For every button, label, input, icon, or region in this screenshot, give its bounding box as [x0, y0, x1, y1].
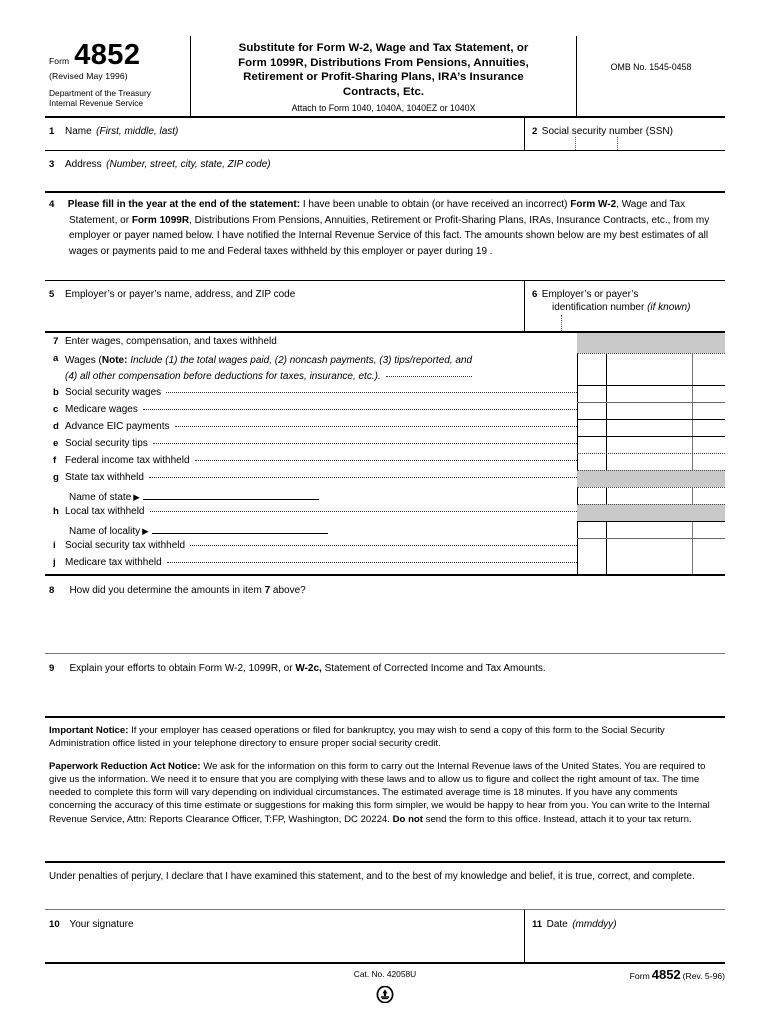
item-8-label: [45, 580, 725, 598]
amount-rule-h: [577, 504, 725, 505]
item-7c-leader: [143, 406, 577, 410]
item-7a-row: [45, 353, 577, 387]
name-of-locality-label: Name of locality: [69, 526, 141, 537]
paperwork-notice-text-2: send the form to this office. Instead, attach it to your tax return.: [422, 813, 692, 825]
item-9-label: [45, 658, 725, 676]
field-signature[interactable]: [45, 910, 525, 962]
department-line-2: Internal Revenue Service: [49, 98, 144, 109]
field-address[interactable]: [45, 151, 725, 193]
item-7f-row: [45, 455, 577, 472]
form-title-line-4: Contracts, Etc.: [342, 85, 425, 98]
item-7a-leader: [386, 373, 472, 377]
item-7i-row: [45, 540, 577, 557]
arrow-right-icon-2: ▶: [142, 526, 149, 536]
field-address-number: 3: [49, 159, 55, 170]
item-7h-letter: h: [53, 506, 59, 517]
amount-rule-c: [577, 419, 725, 420]
item-7a-text: Wages (: [65, 355, 102, 366]
item-7b-leader: [166, 389, 577, 393]
item-7b-label: Social security wages: [65, 387, 162, 398]
item-7g-label: State tax withheld: [65, 472, 144, 483]
signature-row: [45, 910, 725, 964]
item-8-number: 8: [49, 585, 55, 596]
item-7f-letter: f: [53, 455, 57, 466]
item-9-number: 9: [49, 663, 55, 674]
form-number: 4852: [74, 39, 141, 71]
field-employer-ein-text-2: identification number: [552, 302, 645, 313]
catalog-number: Cat. No. 42058U: [353, 969, 417, 979]
item-8-text-1: How did you determine the amounts in item: [69, 585, 265, 596]
field-employer-ein-number: 6: [532, 289, 538, 300]
item-7h-leader: [150, 508, 578, 512]
notices-block: [45, 718, 725, 863]
amount-rule-a-top: [577, 353, 725, 354]
paperwork-notice-text-1: We ask for the information on this form to carry out the Internal Revenue laws of the United States. You are required to give us the information. We need it to ensure that you are complying with these laws and to allow us to figure and collect the right amount of tax. The time needed to complete this form will vary depending on individual circumstances. The estimated average time is 18 minutes. If you have any comments concerning the accuracy of this time estimate or suggestions for making this form simpler, we would be happy to hear from you. You can write to the Internal Revenue Service, Attn: Reports Clearance Officer, T:FP, Washington, DC 20224.: [49, 760, 710, 825]
department-line-1: Department of the Treasury: [49, 88, 151, 98]
item-7d-leader: [175, 423, 578, 427]
form-page: [45, 36, 725, 988]
amount-rule-f: [577, 470, 725, 471]
item-7a-note-line-1: Include (1) the total wages paid, (2) noncash payments, (3) tips/reported, and: [127, 355, 473, 366]
item-7-heading-row: [45, 336, 577, 353]
important-notice: [49, 724, 723, 751]
field-name[interactable]: [45, 118, 525, 150]
item-7a-letter: a: [53, 353, 59, 364]
arrow-right-icon: ▶: [133, 492, 140, 502]
item-9-text-2: Statement of Corrected Income and Tax Amounts.: [321, 663, 546, 674]
paperwork-notice: [49, 760, 723, 826]
form-header: [45, 36, 725, 118]
item-7b-row: [45, 387, 577, 404]
shade-heading: [577, 333, 725, 353]
department-block: [49, 88, 184, 109]
item-7i-label: Social security tax withheld: [65, 540, 186, 551]
ssn-separator-2: [617, 137, 618, 150]
item-4-bold-1099r: Form 1099R: [131, 214, 190, 226]
amount-rule-d: [577, 436, 725, 437]
form-revision-date: (Revised May 1996): [49, 71, 128, 81]
name-of-locality-input[interactable]: [152, 523, 328, 534]
perjury-statement: [45, 863, 725, 910]
field-address-text: Address: [65, 159, 102, 170]
ssn-separators: [525, 135, 725, 150]
field-date-hint: (mmddyy): [572, 919, 617, 930]
field-employer-name-label: [45, 284, 524, 302]
item-7d-label: Advance EIC payments: [65, 421, 170, 432]
item-7c-letter: c: [53, 404, 59, 415]
item-7h-locality-name-row[interactable]: [45, 523, 577, 540]
item-4-paragraph: [49, 197, 723, 260]
item-7c-row: [45, 404, 577, 421]
omb-number: OMB No. 1545-0458: [610, 62, 692, 72]
item-7-table: [45, 333, 725, 576]
field-employer-name[interactable]: [45, 281, 525, 331]
item-4-bold-w2: Form W-2: [570, 199, 617, 210]
item-7g-letter: g: [53, 472, 59, 483]
item-7-number: 7: [53, 336, 59, 347]
form-footer: [45, 964, 725, 1019]
attach-instruction: Attach to Form 1040, 1040A, 1040EZ or 1040X: [291, 103, 476, 114]
omb-block: [577, 36, 725, 116]
footer-form-word: Form: [629, 971, 650, 981]
field-employer-ein-label: [532, 284, 725, 302]
form-identity-block: [45, 36, 191, 116]
form-title: [197, 41, 570, 99]
item-7-labels: [45, 333, 577, 574]
ein-separator: [561, 315, 562, 331]
ssn-separator-1: [575, 137, 576, 150]
item-7i-letter: i: [53, 540, 56, 551]
form-title-line-3: Retirement or Profit-Sharing Plans, IRA’s Insurance: [243, 71, 524, 84]
item-7e-row: [45, 438, 577, 455]
name-of-state-input[interactable]: [143, 489, 319, 500]
perjury-text: Under penalties of perjury, I declare that I have examined this statement, and to the best of my knowledge and belief, it is true, correct, and complete.: [49, 871, 695, 882]
item-7f-label: Federal income tax withheld: [65, 455, 190, 466]
item-7g-leader: [149, 474, 577, 478]
item-7j-letter: j: [53, 557, 56, 568]
item-4-bold-lead: Please fill in the year at the end of the statement:: [67, 199, 301, 210]
item-7g-row: [45, 472, 577, 489]
important-notice-title: Important Notice:: [49, 725, 129, 736]
item-7j-leader: [167, 559, 577, 563]
item-7i-leader: [190, 542, 577, 546]
item-4-text-3: , Distributions From Pensions, Annuities, Retirement or Profit-Sharing Plans, IRAs, Insurance Contracts, etc., from my employer or payer named below. I have notified the Internal Revenue Service of this fact. The amounts shown below are my best estimates of all wages or payments paid to me and Federal taxes withheld by this employer or payer during 19 .: [69, 214, 710, 258]
field-name-hint: (First, middle, last): [96, 126, 179, 137]
footer-form-id: [630, 967, 725, 982]
amount-rule-g: [577, 487, 725, 488]
item-7c-label: Medicare wages: [65, 404, 138, 415]
item-7-amount-columns: [577, 333, 725, 574]
field-employer-ein-text-1: Employer’s or payer’s: [541, 289, 639, 300]
field-employer-name-number: 5: [49, 289, 55, 300]
item-7h-label: Local tax withheld: [65, 506, 145, 517]
item-7j-label: Medicare tax withheld: [65, 557, 162, 568]
item-7-heading: Enter wages, compensation, and taxes withheld: [65, 336, 277, 347]
item-4-statement: [45, 193, 725, 281]
item-9-bold-w2c: W-2c,: [295, 663, 322, 674]
item-4-number: 4: [49, 199, 55, 210]
item-7g-state-name-row[interactable]: [45, 489, 577, 506]
field-ssn-number: 2: [532, 126, 538, 137]
amount-rule-j: [577, 538, 725, 539]
field-date-number: 11: [532, 919, 543, 930]
field-employer-ein-label-2: [532, 302, 725, 313]
name-ssn-row: [45, 118, 725, 151]
field-employer-name-text: Employer’s or payer’s name, address, and ZIP code: [65, 289, 296, 300]
item-7j-row: [45, 557, 577, 574]
field-ssn[interactable]: [525, 118, 725, 150]
amount-rule-a: [577, 385, 725, 386]
item-8-bold-7: 7: [264, 585, 271, 596]
form-title-line-1: Substitute for Form W-2, Wage and Tax Statement, or: [238, 42, 529, 54]
form-title-line-2: Form 1099R, Distributions From Pensions, Annuities,: [238, 56, 529, 69]
field-date[interactable]: [525, 910, 725, 962]
recycled-paper-icon: [377, 986, 394, 1008]
field-signature-number: 10: [49, 919, 60, 930]
item-7h-row: [45, 506, 577, 523]
field-name-number: 1: [49, 126, 55, 137]
item-7a-note-line-2: (4) all other compensation before deductions for taxes, insurance, etc.).: [65, 371, 381, 383]
amount-rule-e: [577, 453, 725, 454]
field-signature-label: [45, 914, 524, 932]
shade-locality-name: [577, 504, 725, 521]
field-address-label: [45, 154, 725, 172]
footer-form-rev: (Rev. 5-96): [682, 971, 725, 981]
item-4-text-1: I have been unable to obtain (or have received an incorrect): [300, 199, 571, 210]
field-name-label: [45, 121, 524, 139]
amount-rule-i: [577, 521, 725, 522]
item-9-text-1: Explain your efforts to obtain Form W-2, 1099R, or: [69, 663, 296, 674]
item-8-block[interactable]: [45, 576, 725, 654]
field-date-text: Date: [546, 919, 568, 930]
item-4-text-2: , Wage and Tax Statement, or: [69, 199, 686, 226]
employer-row: [45, 281, 725, 333]
item-7e-leader: [153, 440, 577, 444]
item-7d-letter: d: [53, 421, 59, 432]
important-notice-text: If your employer has ceased operations or filed for bankruptcy, you may wish to send a copy of this form to the Social Security Administration office listed in your telephone directory to ensure proper social security credit.: [49, 725, 665, 750]
field-address-hint: (Number, street, city, state, ZIP code): [106, 159, 271, 170]
field-ssn-text: Social security number (SSN): [541, 126, 673, 137]
item-7a-note-line-2-wrap: [65, 369, 472, 385]
name-of-state-label: Name of state: [69, 492, 132, 503]
item-7d-row: [45, 421, 577, 438]
paperwork-notice-title: Paperwork Reduction Act Notice:: [49, 760, 201, 772]
item-8-text-2: above?: [270, 585, 306, 596]
item-7e-letter: e: [53, 438, 59, 449]
form-word-label: Form: [49, 56, 70, 66]
item-7a-note-bold: Note:: [101, 355, 128, 366]
item-7a-label: [65, 353, 472, 386]
shade-state-name: [577, 470, 725, 487]
amount-rule-b: [577, 402, 725, 403]
field-employer-ein-hint: (if known): [647, 302, 691, 313]
item-7b-letter: b: [53, 387, 59, 398]
item-7f-leader: [195, 457, 577, 461]
form-title-block: [191, 36, 577, 116]
field-name-text: Name: [65, 126, 92, 137]
field-employer-ein[interactable]: [525, 281, 725, 331]
item-9-block[interactable]: [45, 654, 725, 718]
footer-form-number: 4852: [651, 967, 681, 982]
item-7e-label: Social security tips: [65, 438, 148, 449]
form-number-line: [49, 39, 184, 69]
paperwork-notice-bold-donot: Do not: [392, 813, 423, 825]
field-signature-text: Your signature: [69, 919, 134, 930]
